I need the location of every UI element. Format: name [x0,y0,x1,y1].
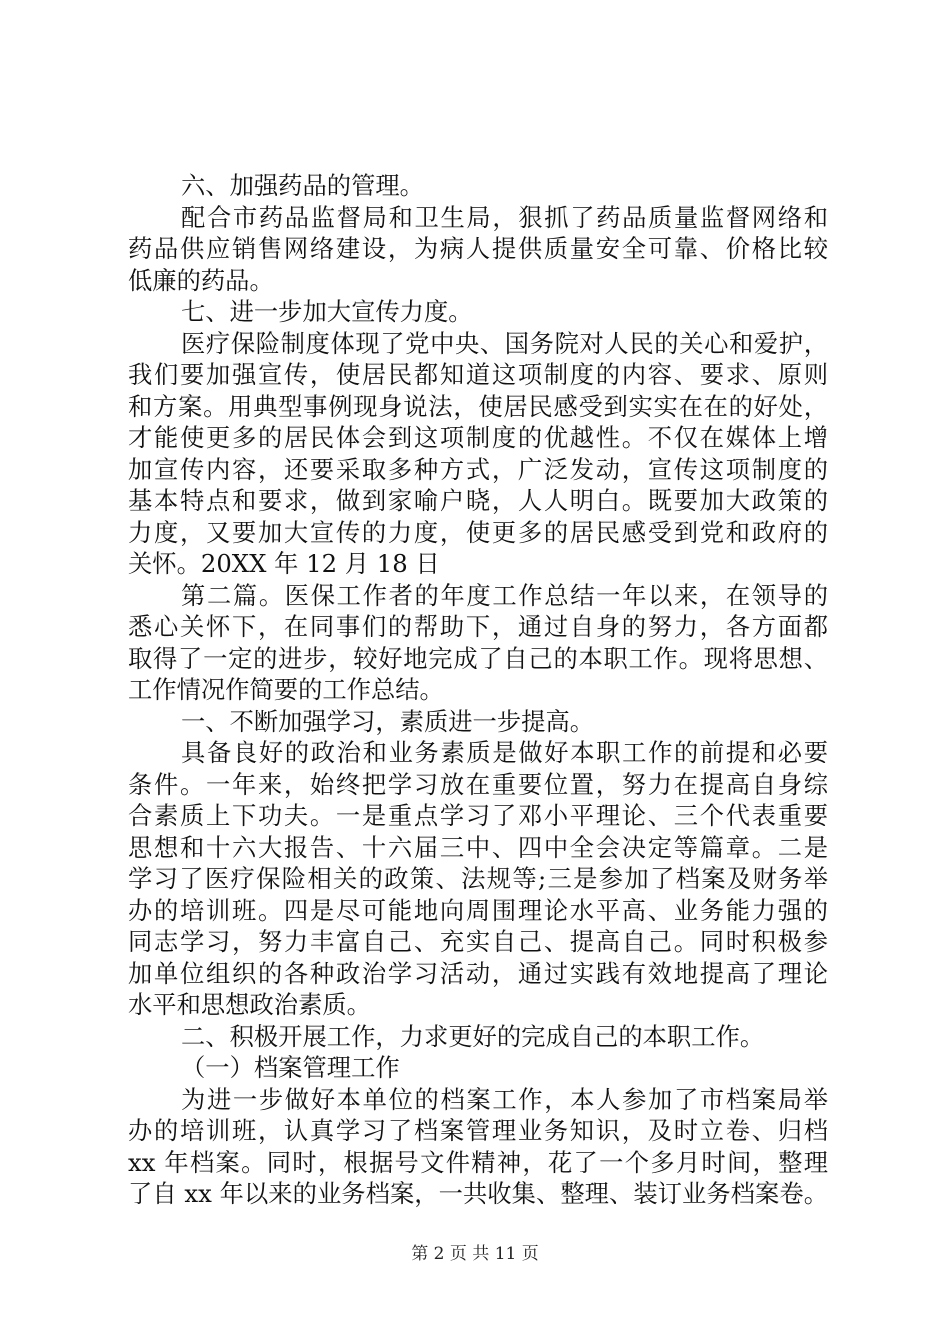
text-line: 取得了一定的进步，较好地完成了自己的本职工作。现将思想、 [128,643,828,673]
text-line: 低廉的药品。 [128,265,274,295]
text-line: 加单位组织的各种政治学习活动，通过实践有效地提高了理论 [128,958,828,988]
text-line: 一、不断加强学习，素质进一步提高。 [181,706,595,736]
text-line: 医疗保险制度体现了党中央、国务院对人民的关心和爱护， [181,328,828,358]
text-line: 第二篇。医保工作者的年度工作总结一年以来，在领导的 [181,580,828,610]
text-line: 基本特点和要求，做到家喻户晓，人人明白。既要加大政策的 [128,486,828,515]
text-line: 合素质上下功夫。一是重点学习了邓小平理论、三个代表重要 [128,801,828,830]
text-line: 思想和十六大报告、十六届三中、四中全会决定等篇章。二是 [128,832,828,862]
text-line: 关怀。20XX 年 12 月 18 日 [128,549,440,578]
page-footer: 第 2 页 共 11 页 [411,1244,539,1264]
document-body [128,170,828,1210]
text-line: 条件。一年来，始终把学习放在重要位置，努力在提高自身综 [128,769,828,799]
text-line: 二、积极开展工作，力求更好的完成自己的本职工作。 [181,1021,765,1051]
text-line: 配合市药品监督局和卫生局，狠抓了药品质量监督网络和 [181,202,828,232]
text-line: 才能使更多的居民体会到这项制度的优越性。不仅在媒体上增 [128,423,828,452]
text-line: 悉心关怀下，在同事们的帮助下，通过自身的努力，各方面都 [128,612,828,641]
text-line: 力度，又要加大宣传的力度，使更多的居民感受到党和政府的 [128,517,828,547]
text-line: （一）档案管理工作 [181,1053,400,1082]
text-line: 同志学习，努力丰富自己、充实自己、提高自己。同时积极参 [128,927,828,956]
text-line: 六、加强药品的管理。 [181,171,424,200]
text-line: 药品供应销售网络建设，为病人提供质量安全可靠、价格比较 [128,234,828,263]
text-line: 和方案。用典型事例现身说法，使居民感受到实实在在的好处， [128,391,828,421]
text-line: 水平和思想政治素质。 [128,990,371,1019]
text-line: 办的培训班。四是尽可能地向周围理论水平高、业务能力强的 [128,895,828,925]
text-line: 七、进一步加大宣传力度。 [181,297,473,326]
text-line: 为进一步做好本单位的档案工作，本人参加了市档案局举 [181,1084,828,1114]
text-line: 学习了医疗保险相关的政策、法规等;三是参加了档案及财务举 [128,864,828,893]
text-line: 我们要加强宣传，使居民都知道这项制度的内容、要求、原则 [128,360,828,389]
text-line: 办的培训班，认真学习了档案管理业务知识，及时立卷、归档 [128,1116,828,1145]
text-line: 具备良好的政治和业务素质是做好本职工作的前提和必要 [181,738,828,767]
text-line: 了自 xx 年以来的业务档案，一共收集、整理、装订业务档案卷。 [128,1179,828,1208]
text-line: 加宣传内容，还要采取多种方式，广泛发动，宣传这项制度的 [128,454,828,484]
text-line: 工作情况作简要的工作总结。 [128,675,444,704]
text-line: xx 年档案。同时，根据号文件精神，花了一个多月时间，整理 [128,1147,828,1177]
